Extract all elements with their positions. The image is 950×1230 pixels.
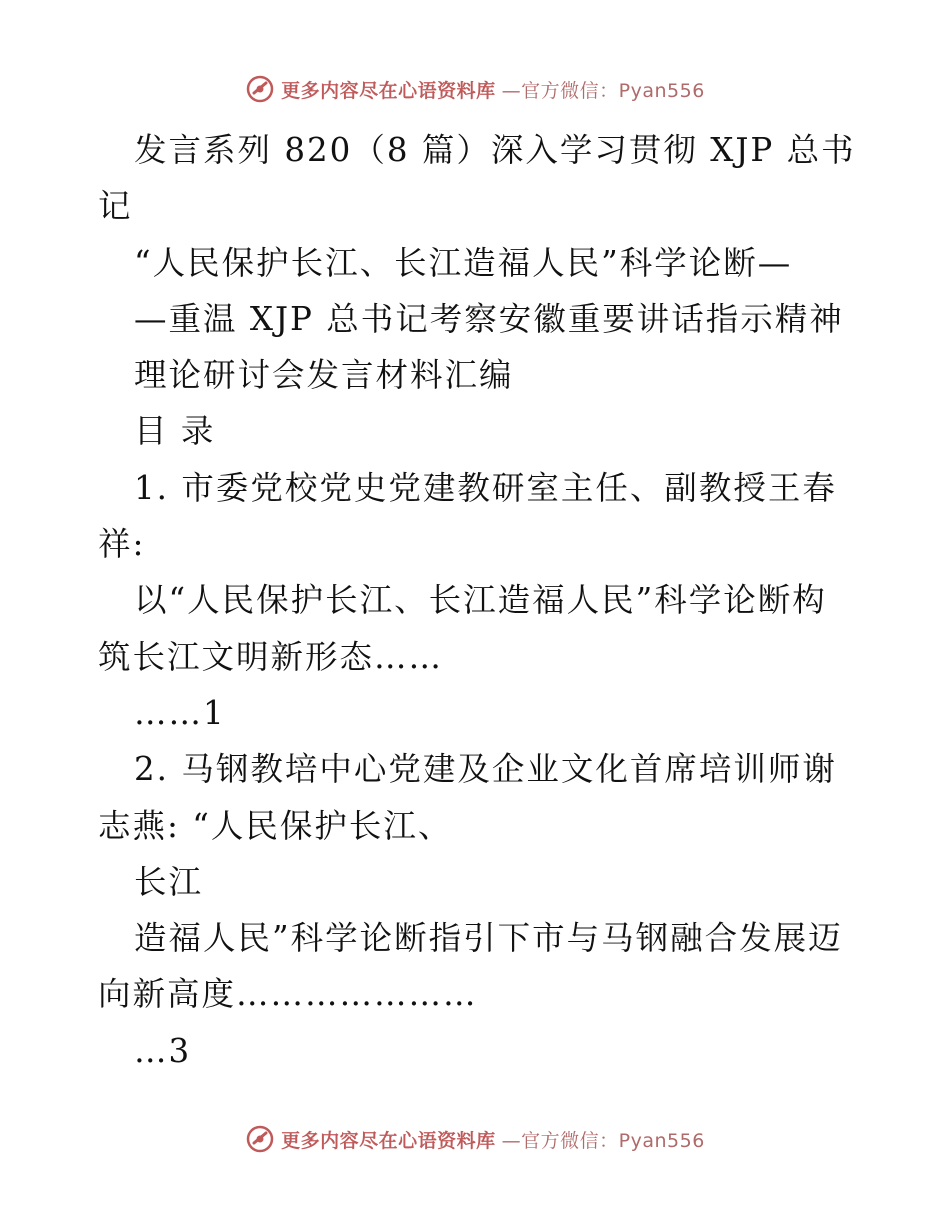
doc-line: —重温 XJP 总书记考察安徽重要讲话指示精神 (134, 299, 844, 338)
watermark-header (0, 74, 950, 104)
watermark-main-text: 更多内容尽在心语资料库 (281, 1129, 496, 1152)
toc-entry: 筑长江文明新形态…… (98, 637, 444, 676)
toc-entry: 长江 (134, 862, 204, 901)
toc-heading: 目 录 (134, 412, 216, 451)
logo-icon (245, 1124, 275, 1154)
toc-entry: 志燕: “人民保护长江、 (98, 806, 453, 845)
toc-page-number: ……1 (134, 693, 226, 732)
toc-entry: 造福人民”科学论断指引下市与马钢融合发展迈 (134, 919, 843, 958)
toc-entry: 向新高度………………… (98, 975, 478, 1014)
toc-entry: 1. 市委党校党史党建教研室主任、副教授王春 (134, 468, 837, 507)
toc-page-number: …3 (134, 1031, 192, 1070)
document-body (98, 122, 858, 1079)
watermark-main-text: 更多内容尽在心语资料库 (281, 79, 496, 102)
watermark-footer (0, 1124, 950, 1154)
toc-entry: 2. 马钢教培中心党建及企业文化首席培训师谢 (134, 750, 837, 789)
doc-line: 理论研讨会发言材料汇编 (134, 356, 514, 395)
doc-line: “人民保护长江、长江造福人民”科学论断— (134, 243, 793, 282)
watermark-rest-text: —官方微信：Pyan556 (501, 1129, 705, 1152)
watermark-rest-text: —官方微信：Pyan556 (501, 79, 705, 102)
doc-line: 记 (98, 187, 133, 226)
toc-entry: 以“人民保护长江、长江造福人民”科学论断构 (134, 581, 827, 620)
doc-line: 发言系列 820（8 篇）深入学习贯彻 XJP 总书 (134, 131, 856, 169)
toc-entry: 祥: (98, 525, 146, 564)
logo-icon (245, 74, 275, 104)
